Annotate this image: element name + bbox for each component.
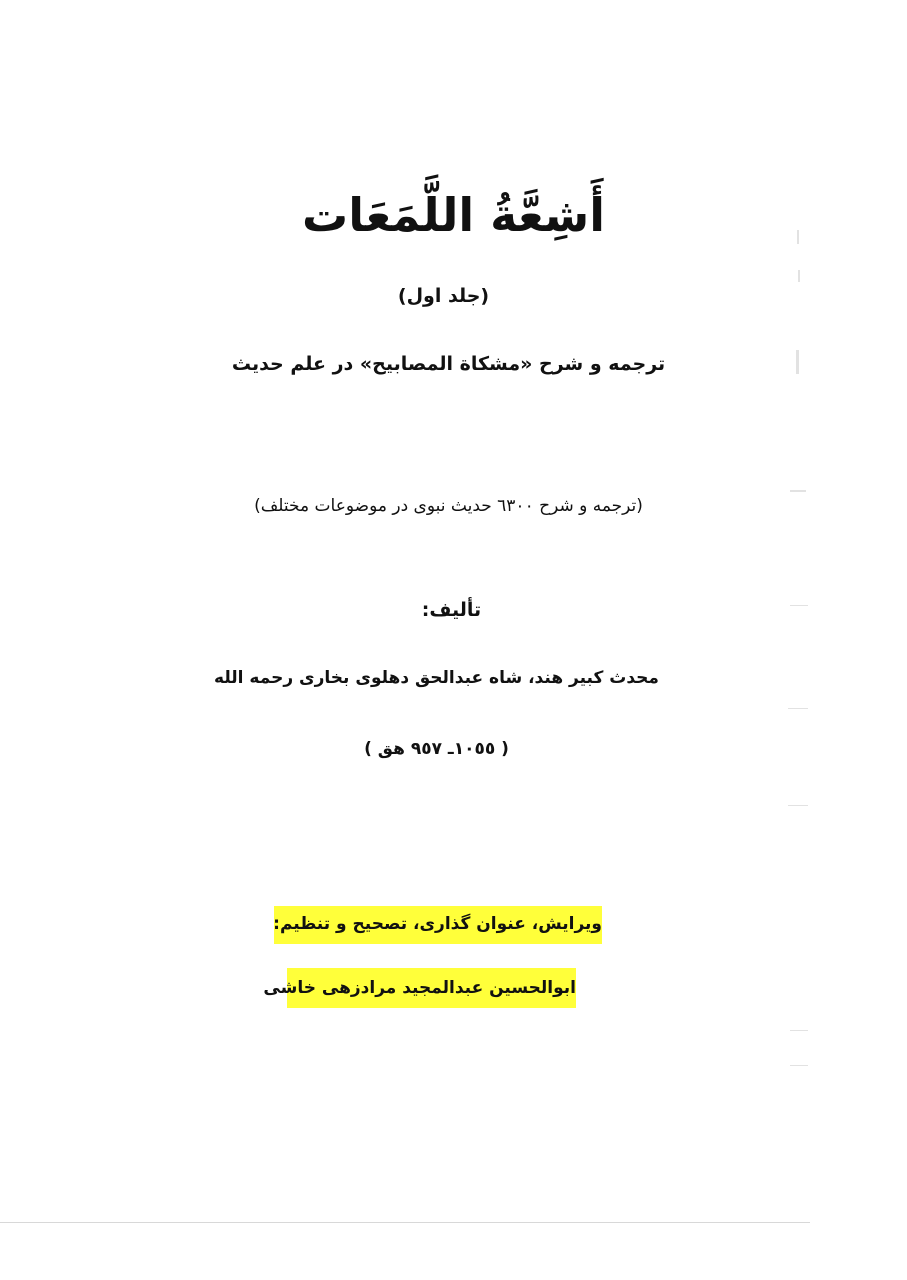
scan-edge-mark	[790, 490, 806, 492]
scan-edge-mark	[798, 270, 800, 282]
scan-edge-mark	[788, 805, 808, 806]
editing-credit-label: ويرايش، عنوان گذاری، تصحيح و تنظيم:	[274, 906, 602, 944]
scan-edge-mark	[790, 1030, 808, 1031]
book-subtitle: ترجمه و شرح «مشكاة المصابيح» در علم حديث	[231, 353, 666, 375]
author-label: تأليف:	[421, 599, 482, 621]
scan-edge-mark	[797, 230, 799, 244]
book-title: أَشِعَّةُ اللَّمَعَات	[302, 188, 605, 242]
book-description: (ترجمه و شرح ٦٣٠٠ حديث نبوی در موضوعات مختلف)	[254, 496, 643, 516]
scan-edge-mark	[790, 1065, 808, 1066]
scan-edge-mark	[790, 605, 808, 606]
bottom-divider	[0, 1222, 810, 1223]
author-name: محدث كبير هند، شاه عبدالحق دهلوی بخاری رحمه الله	[214, 668, 659, 688]
scan-edge-mark	[796, 350, 799, 374]
volume-label: (جلد اول)	[397, 285, 490, 307]
scan-edge-mark	[788, 708, 808, 709]
author-dates: ( ١٠٥٥ـ ٩٥٧ هق )	[364, 739, 509, 759]
editor-name: ابوالحسين عبدالمجيد مرادزهی خاشی	[287, 968, 576, 1008]
